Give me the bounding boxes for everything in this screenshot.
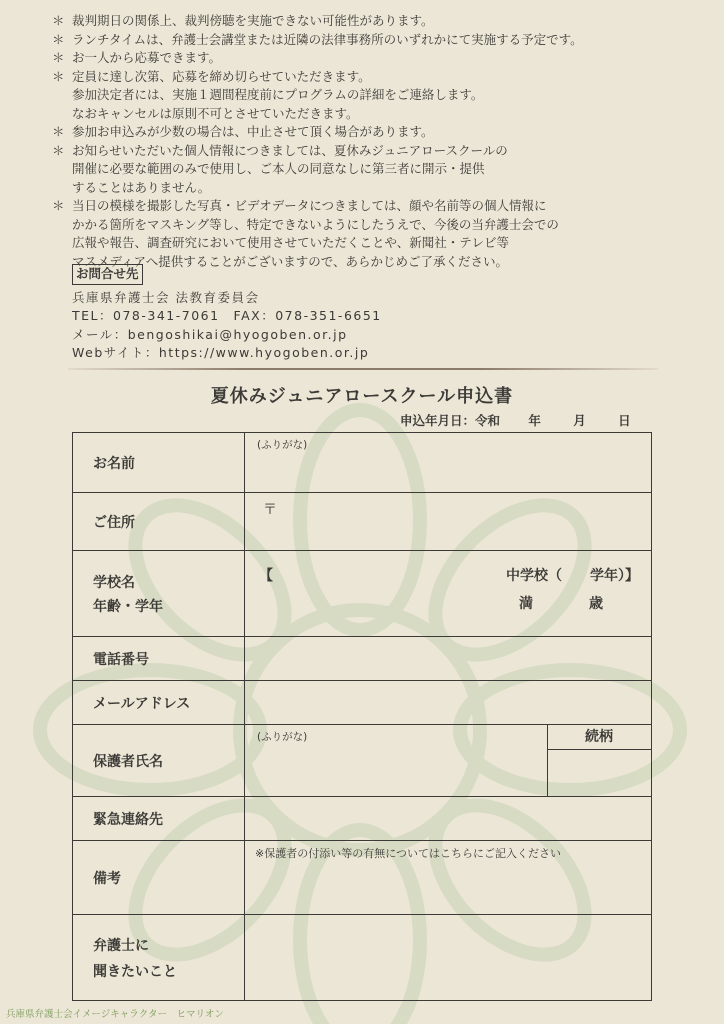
contact-tel-fax: TEL：078-341-7061 FAX：078-351-6651 [72,308,382,323]
label-school-name: 学校名 [93,574,135,591]
field-school[interactable] [245,551,652,637]
note-line: ランチタイムは、弁護士会講堂または近隣の法律事務所のいずれかにて実施する予定です。 [72,31,583,47]
note-line: 参加お申込みが少数の場合は、中止させて頂く場合があります。 [72,124,434,139]
row-questions [73,915,652,1001]
date-month: 月 [573,413,586,428]
note-line: 参加決定者には、実施１週間程度前にプログラムの詳細をご連絡します。 [72,87,484,102]
label-age-grade: 年齢・学年 [93,598,163,615]
note-line: 開催に必要な範囲のみで使用し、ご本人の同意なしに第三者に開示・提供 [72,161,485,176]
contact-website[interactable]: Webサイト：https://www.hyogoben.or.jp [72,345,370,360]
school-grade-text: 中学校（ 学年）】 [506,568,639,584]
date-day: 日 [618,413,631,428]
label-name: お名前 [73,433,245,493]
note-item [52,142,692,198]
postal-mark: 〒 [263,502,277,518]
label-questions-line1: 弁護士に [93,937,149,954]
contact-title: お問合せ先 [72,264,143,285]
furigana-hint: (ふりがな) [257,731,308,743]
note-line: お知らせいただいた個人情報につきましては、夏休みジュニアロースクールの [72,142,508,158]
label-remarks: 備考 [73,841,245,915]
row-guardian [73,725,652,797]
note-item [52,49,692,68]
application-date [400,411,631,429]
application-form-table [72,432,652,1001]
date-label: 申込年月日：令和 [400,413,501,428]
note-line: かかる箇所をマスキング等し、特定できないようにしたうえで、今後の当弁護士会での [72,216,559,232]
note-item [52,31,692,50]
footer-caption: 兵庫県弁護士会イメージキャラクター ヒマリオン [6,1009,224,1020]
remarks-hint: ※保護者の付添い等の有無についてはこちらにご記入ください [255,847,561,860]
field-phone[interactable] [245,637,652,681]
label-guardian: 保護者氏名 [73,725,245,797]
furigana-hint: (ふりがな) [257,439,308,451]
note-line: することはありません。 [72,179,211,195]
field-remarks[interactable] [245,841,652,915]
bracket-open: 【 [259,568,273,584]
divider [68,368,658,370]
field-email[interactable] [245,681,652,725]
asterisk-icon: ＊ [52,198,65,213]
relation-label: 続柄 [585,729,613,745]
relation-header-line [547,749,651,750]
note-item [52,197,692,271]
asterisk-icon: ＊ [52,13,65,28]
label-emergency: 緊急連絡先 [73,797,245,841]
label-phone: 電話番号 [73,637,245,681]
row-name [73,433,652,493]
asterisk-icon: ＊ [52,50,65,65]
row-remarks [73,841,652,915]
label-questions [73,915,245,1001]
contact-block [72,264,382,363]
contact-email[interactable]: メール：bengoshikai@hyogoben.or.jp [72,326,348,342]
note-line: お一人から応募できます。 [72,50,222,65]
row-emergency [73,797,652,841]
row-email [73,681,652,725]
contact-org: 兵庫県弁護士会 法教育委員会 [72,289,260,305]
row-phone [73,637,652,681]
age-text: 満 歳 [519,596,603,612]
note-line: 定員に達し次第、応募を締め切らせていただきます。 [72,68,371,84]
note-line: マスメディアへ提供することがございますので、あらかじめご了承ください。 [72,253,509,269]
date-year: 年 [528,413,541,428]
asterisk-icon: ＊ [52,68,65,84]
label-questions-line2: 聞きたいこと [93,963,177,980]
field-emergency[interactable] [245,797,652,841]
note-line: 広報や報告、調査研究において使用させていただくことや、新聞社・テレビ等 [72,235,510,250]
field-name[interactable] [245,433,652,493]
row-school [73,551,652,637]
field-guardian[interactable] [245,725,652,797]
label-address: ご住所 [73,493,245,551]
asterisk-icon: ＊ [52,124,65,139]
label-school [73,551,245,637]
asterisk-icon: ＊ [52,31,65,47]
note-item [52,12,692,31]
note-line: 当日の模様を撮影した写真・ビデオデータにつきましては、顔や名前等の個人情報に [72,198,547,213]
note-item [52,68,692,124]
field-questions[interactable] [245,915,652,1001]
asterisk-icon: ＊ [52,142,65,158]
note-line: 裁判期日の関係上、裁判傍聴を実施できない可能性があります。 [72,13,434,28]
field-address[interactable] [245,493,652,551]
form-title: 夏休みジュニアロースクール申込書 [210,386,514,407]
label-email: メールアドレス [73,681,245,725]
note-line: なおキャンセルは原則不可とさせていただきます。 [72,105,359,121]
row-address [73,493,652,551]
note-item [52,123,692,142]
notes-list [52,12,692,271]
